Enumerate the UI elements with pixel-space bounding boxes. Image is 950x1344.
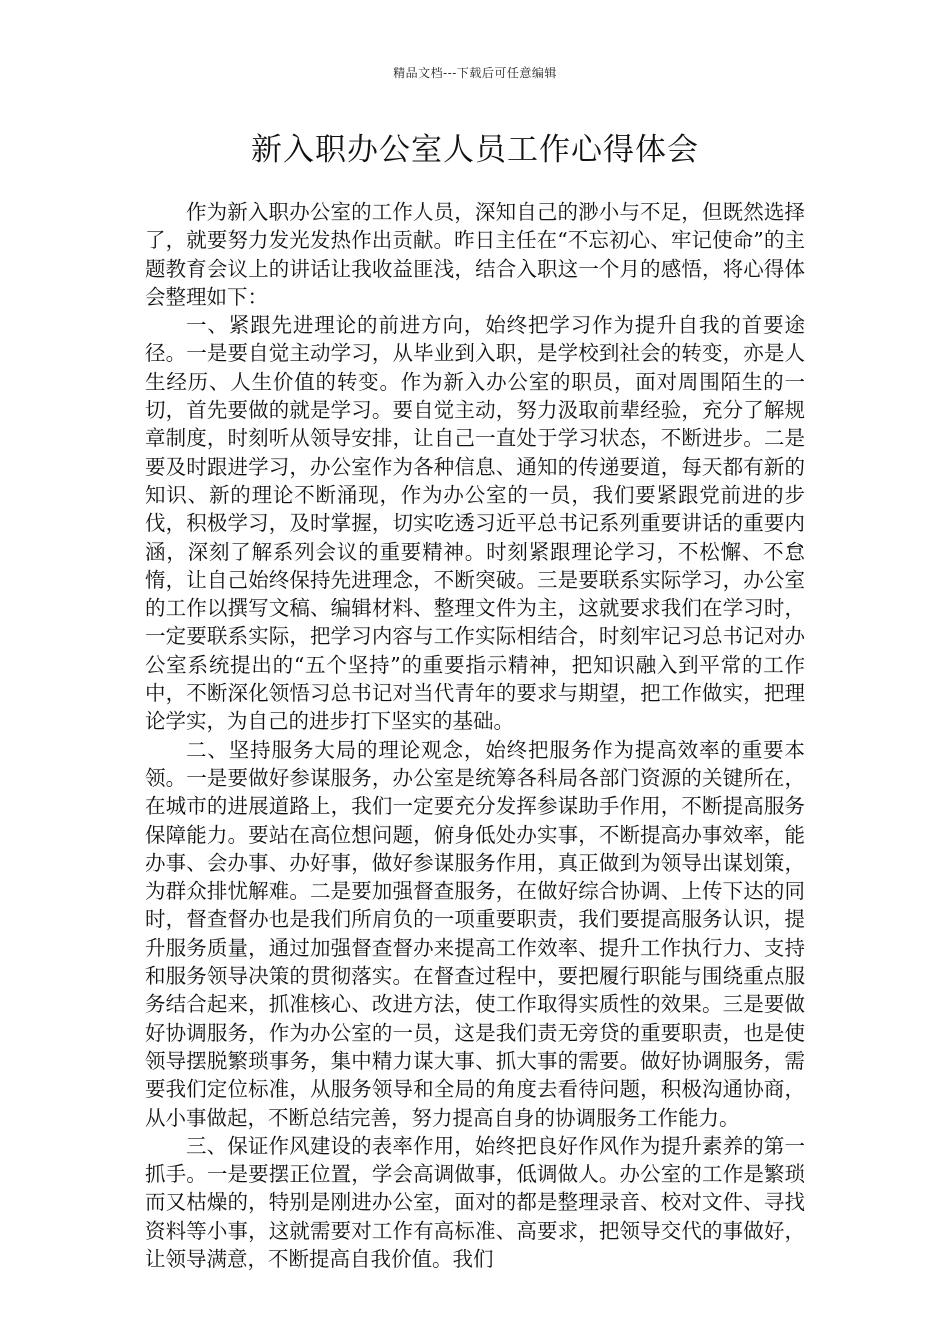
paragraph-section-two: 二、坚持服务大局的理论观念，始终把服务作为提高效率的重要本领。一是要做好参谋服务，办公室是统筹各科局各部门资源的关键所在，在城市的进展道路上，我们一定要充分发挥参谋助手作用，不断提高服务保障能力。要站在高位想问题，俯身低处办实事，不断提高办事效率，能办事、会办事、办好事，做好参谋服务作用，真正做到为领导出谋划策，为群众排忧解难。二是要加强督查服务，在做好综合协调、上传下达的同时，督查督办也是我们所肩负的一项重要职责，我们要提高服务认识，提升服务质量，通过加强督查督办来提高工作效率、提升工作执行力、支持和服务领导决策的贯彻落实。在督查过程中，要把履行职能与围绕重点服务结合起来，抓准核心、改进方法，使工作取得实质性的效果。三是要做好协调服务，作为办公室的一员，这是我们责无旁贷的重要职责，也是使领导摆脱繁琐事务，集中精力谋大事、抓大事的需要。做好协调服务，需要我们定位标准，从服务领导和全局的角度去看待问题，积极沟通协商，从小事做起，不断总结完善，努力提高自身的协调服务工作能力。 [145,737,805,1130]
document-title: 新入职办公室人员工作心得体会 [251,132,699,168]
header-note: 精品文档---下载后可任意编辑 [393,66,557,80]
paragraph-intro: 作为新入职办公室的工作人员，深知自己的渺小与不足，但既然选择了，就要努力发光发热作出贡献。昨日主任在“不忘初心、牢记使命”的主题教育会议上的讲话让我收益匪浅，结合入职这一个月的感悟，将心得体会整理如下： [145,200,805,309]
paragraph-section-one: 一、紧跟先进理论的前进方向，始终把学习作为提升自我的首要途径。一是要自觉主动学习，从毕业到入职，是学校到社会的转变，亦是人生经历、人生价值的转变。作为新入办公室的职员，面对周围陌生的一切，首先要做的就是学习。要自觉主动，努力汲取前辈经验，充分了解规章制度，时刻听从领导安排，让自己一直处于学习状态，不断进步。二是要及时跟进学习，办公室作为各种信息、通知的传递要道，每天都有新的知识、新的理论不断涌现，作为办公室的一员，我们要紧跟党前进的步伐，积极学习，及时掌握，切实吃透习近平总书记系列重要讲话的重要内涵，深刻了解系列会议的重要精神。时刻紧跟理论学习，不松懈、不怠惰，让自己始终保持先进理念，不断突破。三是要联系实际学习，办公室的工作以撰写文稿、编辑材料、整理文件为主，这就要求我们在学习时，一定要联系实际，把学习内容与工作实际相结合，时刻牢记习总书记对办公室系统提出的“五个坚持”的重要指示精神，把知识融入到平常的工作中，不断深化领悟习总书记对当代青年的要求与期望，把工作做实，把理论学实，为自己的进步打下坚实的基础。 [145,313,805,734]
document-body [145,198,805,1273]
paragraph-section-three: 三、保证作风建设的表率作用，始终把良好作风作为提升素养的第一抓手。一是要摆正位置，学会高调做事，低调做人。办公室的工作是繁琐而又枯燥的，特别是刚进办公室，面对的都是整理录音、校对文件、寻找资料等小事，这就需要对工作有高标准、高要求，把领导交代的事做好，让领导满意，不断提高自我价值。我们 [145,1133,805,1271]
